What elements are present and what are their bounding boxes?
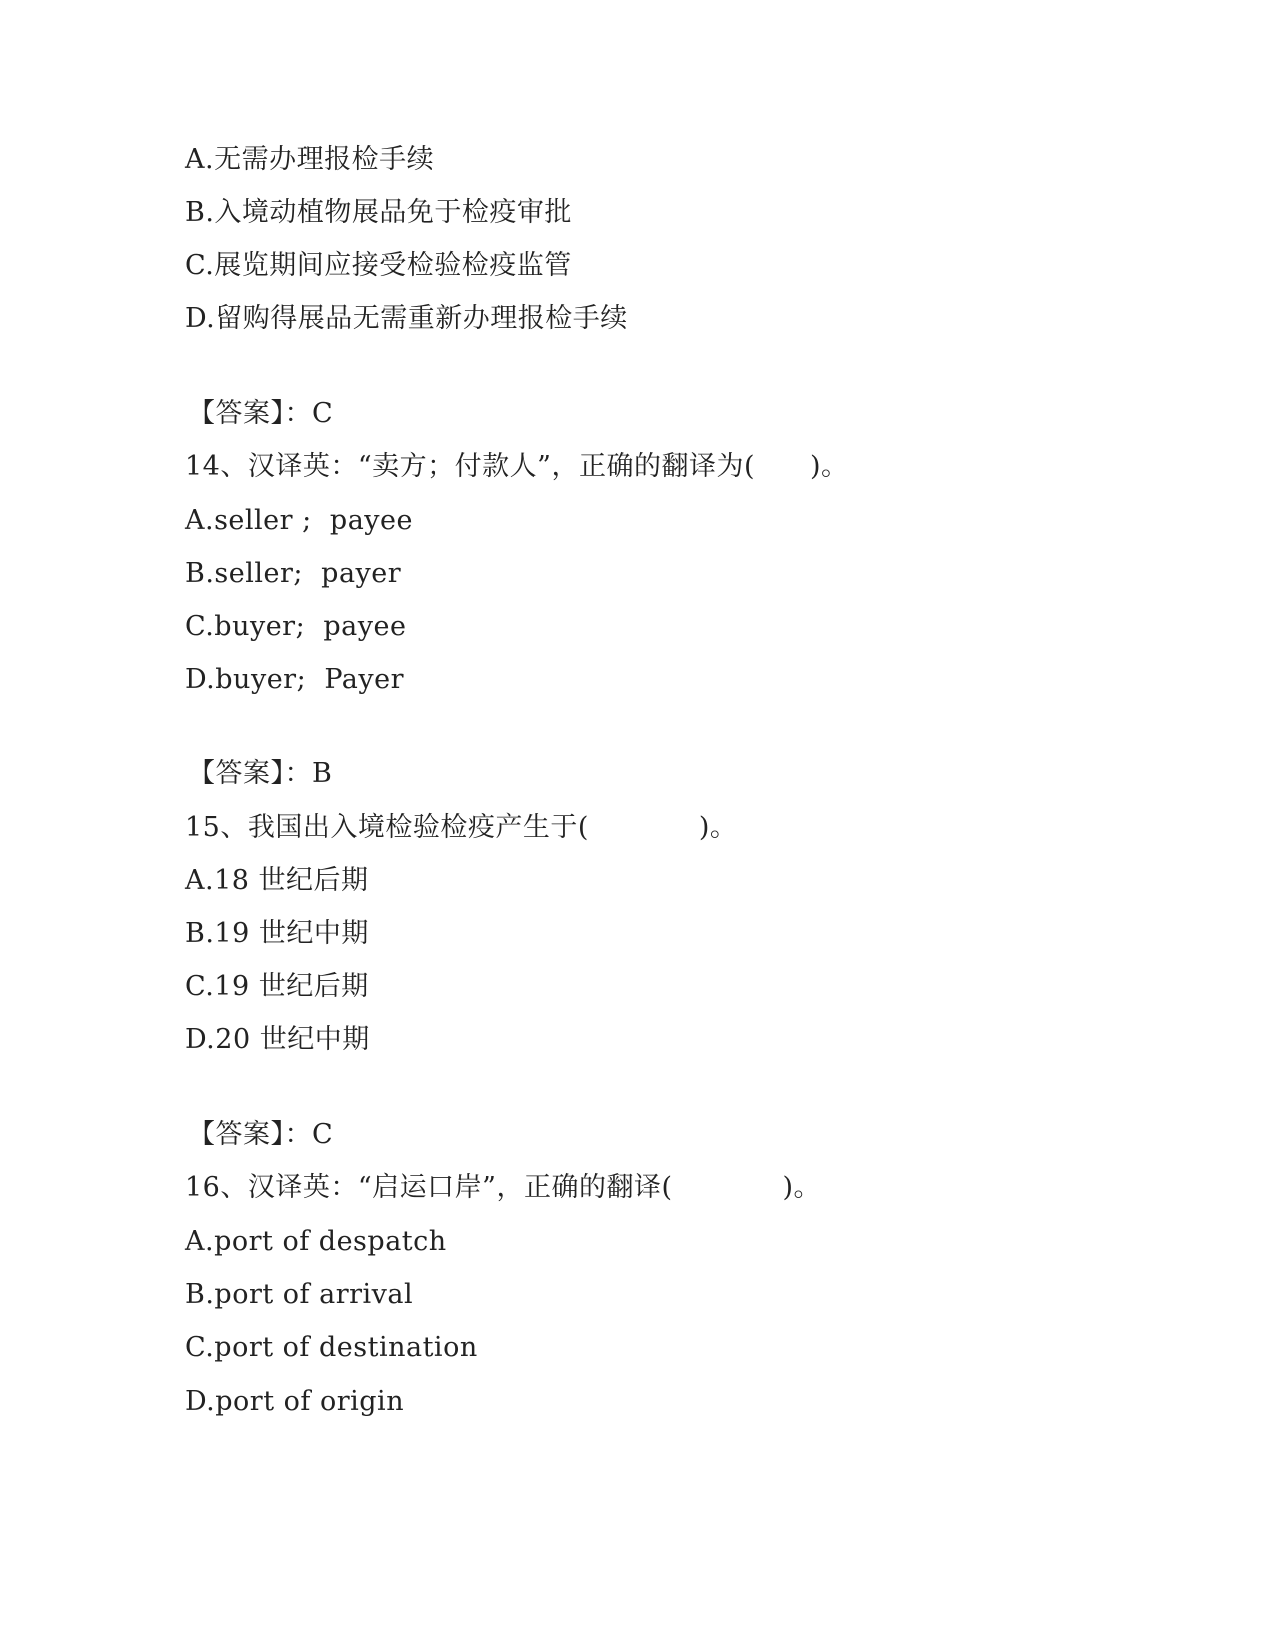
q15-option-b: B.19 世纪中期 bbox=[185, 918, 369, 949]
q16-option-b: B.port of arrival bbox=[185, 1279, 414, 1310]
q14-option-c: C.buyer; payee bbox=[185, 611, 407, 642]
q13-option-d: D.留购得展品无需重新办理报检手续 bbox=[185, 303, 628, 334]
q14-option-b: B.seller; payer bbox=[185, 558, 402, 589]
q16-option-a: A.port of despatch bbox=[185, 1226, 447, 1257]
q13-option-a: A.无需办理报检手续 bbox=[185, 144, 435, 175]
q13-answer: 【答案】：C bbox=[188, 398, 334, 429]
q13-option-b: B.入境动植物展品免于检疫审批 bbox=[185, 197, 572, 228]
q14-answer: 【答案】：B bbox=[188, 758, 333, 789]
q14-option-a: A.seller ; payee bbox=[185, 505, 414, 536]
q15-option-c: C.19 世纪后期 bbox=[185, 971, 369, 1002]
q14-question: 14、汉译英：“卖方；付款人”，正确的翻译为( )。 bbox=[185, 451, 849, 482]
q14-option-d: D.buyer; Payer bbox=[185, 664, 405, 695]
q15-answer: 【答案】：C bbox=[188, 1119, 334, 1150]
q16-option-d: D.port of origin bbox=[185, 1386, 405, 1417]
q16-question: 16、汉译英：“启运口岸”，正确的翻译( )。 bbox=[185, 1172, 822, 1203]
q15-option-d: D.20 世纪中期 bbox=[185, 1024, 370, 1055]
q13-option-c: C.展览期间应接受检验检疫监管 bbox=[185, 250, 572, 281]
q15-option-a: A.18 世纪后期 bbox=[185, 865, 369, 896]
q16-option-c: C.port of destination bbox=[185, 1332, 478, 1363]
q15-question: 15、我国出入境检验检疫产生于( )。 bbox=[185, 812, 738, 843]
